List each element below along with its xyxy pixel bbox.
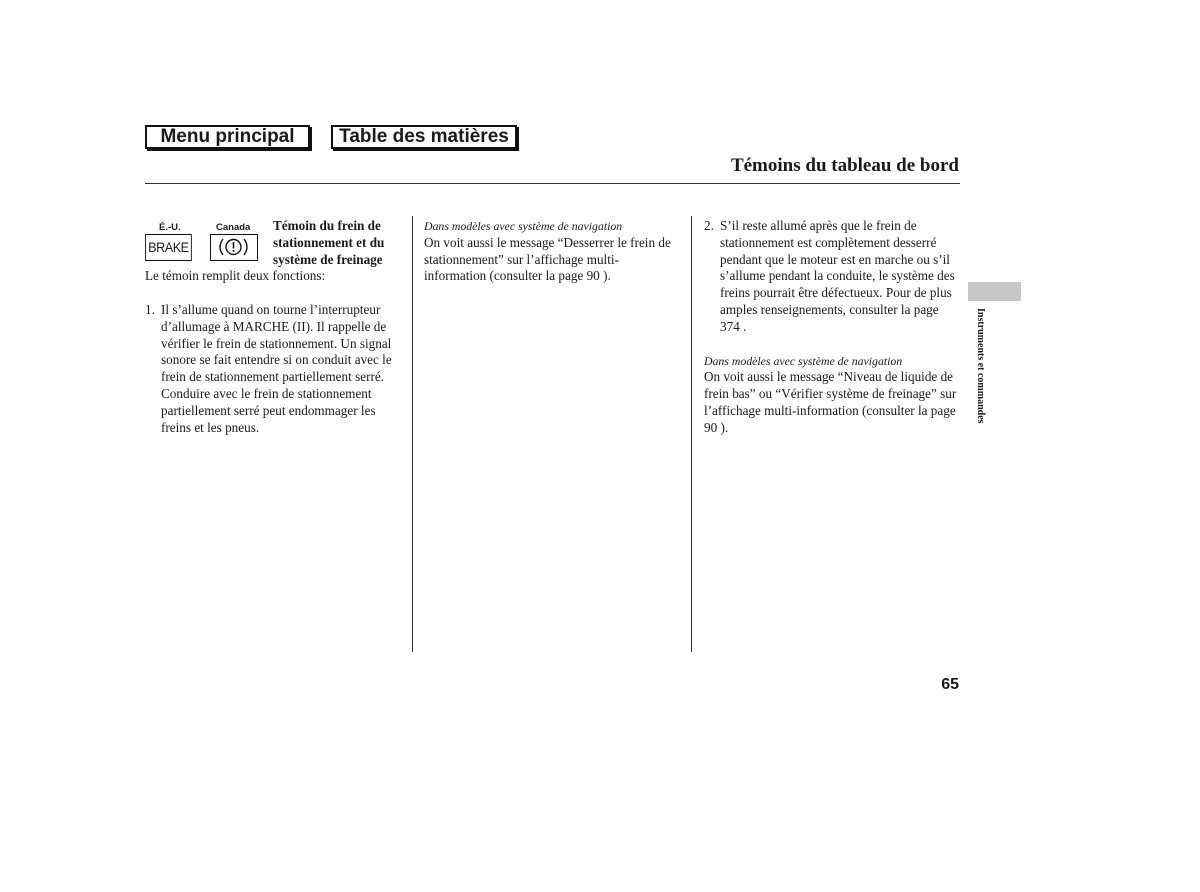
navigation-note: Dans modèles avec système de navigation — [424, 219, 623, 233]
column-divider — [412, 216, 413, 652]
brake-warning-icon: BRAKE — [145, 234, 192, 261]
intro-text: Le témoin remplit deux fonctions: — [145, 268, 326, 283]
list-item-text: Il s’allume quand on tourne l’interrupteur d’allumage à MARCHE (II). Il rappelle de vérifier le frein de stationnement. Un signal sonore se fait entendre si on conduit avec le frein de stationnement partiellement serré. Conduire avec le frein de stationnement partiellement serré peut endommager les freins et les pneus. — [161, 302, 392, 435]
nav-message-text: On voit aussi le message “Desserrer le frein de stationnement” sur l’affichage multi-information (consulter la page 90 ). — [424, 234, 671, 284]
label-canada: Canada — [216, 222, 251, 233]
header-rule — [145, 183, 960, 184]
nav-message-text: On voit aussi le message “Niveau de liquide de frein bas” ou “Vérifier système de freinage” sur l’affichage multi-information (consulter la page 90 ). — [704, 369, 957, 435]
list-item-text: S’il reste allumé après que le frein de stationnement est complètement desserré pendant que le moteur est en marche ou s’il s’allume pendant la conduite, le système des freins pourrait être défectueux. Pour de plus amples renseignements, consulter la page 374 . — [720, 218, 955, 334]
list-item — [145, 302, 407, 436]
section-title: Témoins du tableau de bord — [730, 155, 959, 176]
column-2 — [424, 218, 676, 285]
section-tab-label: Instruments et commandes — [975, 308, 986, 424]
list-item — [704, 218, 960, 336]
brake-warning-heading: Témoin du frein de stationnement et du système de freinage — [273, 218, 385, 267]
section-tab — [968, 282, 1021, 301]
column-3 — [704, 218, 960, 437]
navigation-note: Dans modèles avec système de navigation — [704, 353, 903, 368]
label-us: É.-U. — [159, 222, 181, 233]
list-item-number: 2. — [704, 218, 714, 233]
list-item-number: 1. — [145, 302, 155, 317]
brake-warning-canada-icon — [210, 234, 258, 261]
table-of-contents-button[interactable]: Table des matières — [331, 125, 517, 149]
numbered-list — [145, 302, 407, 436]
column-divider — [691, 216, 692, 652]
exclamation-circle-icon — [211, 235, 256, 259]
page-number: 65 — [941, 676, 959, 693]
main-menu-button[interactable]: Menu principal — [145, 125, 310, 149]
